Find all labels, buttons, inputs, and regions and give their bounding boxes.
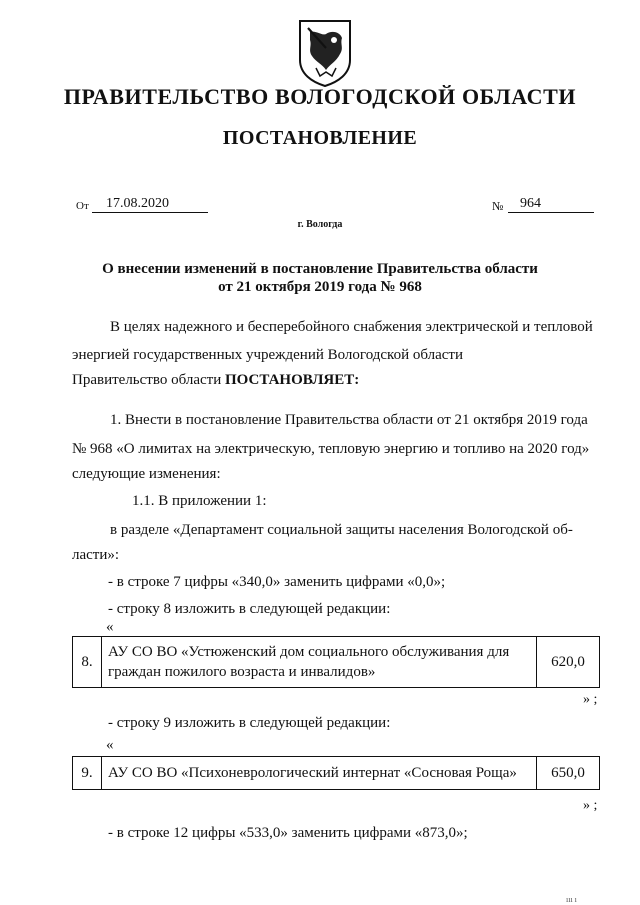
preamble-line-3 bbox=[72, 371, 359, 389]
section-line-1: в разделе «Департамент социальной защиты населения Вологодской об- bbox=[110, 522, 573, 538]
city: г. Вологда bbox=[297, 219, 343, 230]
date-label: От bbox=[76, 200, 89, 212]
row-institution-name: АУ СО ВО «Устюженский дом социального обслуживания для граждан пожилого возраста и инвалидов» bbox=[102, 637, 537, 688]
coat-of-arms-icon bbox=[296, 18, 354, 88]
table-row bbox=[73, 637, 600, 688]
change-row-8: - строку 8 изложить в следующей редакции: bbox=[108, 601, 391, 617]
preamble-line-3-text: Правительство области bbox=[72, 372, 225, 388]
scan-mark: ııı ı bbox=[566, 895, 577, 904]
document-date: 17.08.2020 bbox=[92, 196, 208, 213]
paragraph-1-1: 1.1. В приложении 1: bbox=[132, 493, 267, 509]
subject-line-2: от 21 октября 2019 года № 968 bbox=[218, 279, 422, 295]
close-quote: » ; bbox=[583, 692, 598, 707]
preamble-line-2: энергией государственных учреждений Вологодской области bbox=[72, 347, 464, 363]
open-quote: « bbox=[106, 737, 114, 753]
change-row-9: - строку 9 изложить в следующей редакции: bbox=[108, 715, 391, 731]
row-8-table bbox=[72, 636, 600, 688]
resolution-keyword: ПОСТАНОВЛЯЕТ: bbox=[224, 372, 360, 388]
row-number: 8. bbox=[73, 637, 102, 688]
open-quote: « bbox=[106, 619, 114, 635]
row-limit-value: 620,0 bbox=[537, 637, 600, 688]
paragraph-1-line-2: № 968 «О лимитах на электрическую, тепловую энергию и топливо на 2020 год» bbox=[72, 441, 590, 457]
section-line-2: ласти»: bbox=[72, 547, 120, 563]
preamble-line-1: В целях надежного и бесперебойного снабжения электрической и тепловой bbox=[110, 319, 593, 335]
subject-line-1: О внесении изменений в постановление Правительства области bbox=[102, 261, 538, 277]
document-number: 964 bbox=[508, 196, 594, 213]
table-row bbox=[73, 757, 600, 790]
close-quote: » ; bbox=[583, 798, 598, 813]
document-subject bbox=[80, 260, 560, 296]
change-row-12: - в строке 12 цифры «533,0» заменить цифрами «873,0»; bbox=[108, 825, 468, 841]
number-label: № bbox=[492, 199, 504, 213]
paragraph-1-line-3: следующие изменения: bbox=[72, 466, 221, 482]
row-limit-value: 650,0 bbox=[537, 757, 600, 790]
change-row-7: - в строке 7 цифры «340,0» заменить цифрами «0,0»; bbox=[108, 574, 446, 590]
paragraph-1-line-1: 1. Внести в постановление Правительства области от 21 октября 2019 года bbox=[110, 412, 588, 428]
document-type: ПОСТАНОВЛЕНИЕ bbox=[222, 127, 418, 149]
row-9-table bbox=[72, 756, 600, 790]
row-institution-name: АУ СО ВО «Психоневрологический интернат «Сосновая Роща» bbox=[102, 757, 537, 790]
organization-title: ПРАВИТЕЛЬСТВО ВОЛОГОДСКОЙ ОБЛАСТИ bbox=[63, 84, 577, 109]
row-number: 9. bbox=[73, 757, 102, 790]
